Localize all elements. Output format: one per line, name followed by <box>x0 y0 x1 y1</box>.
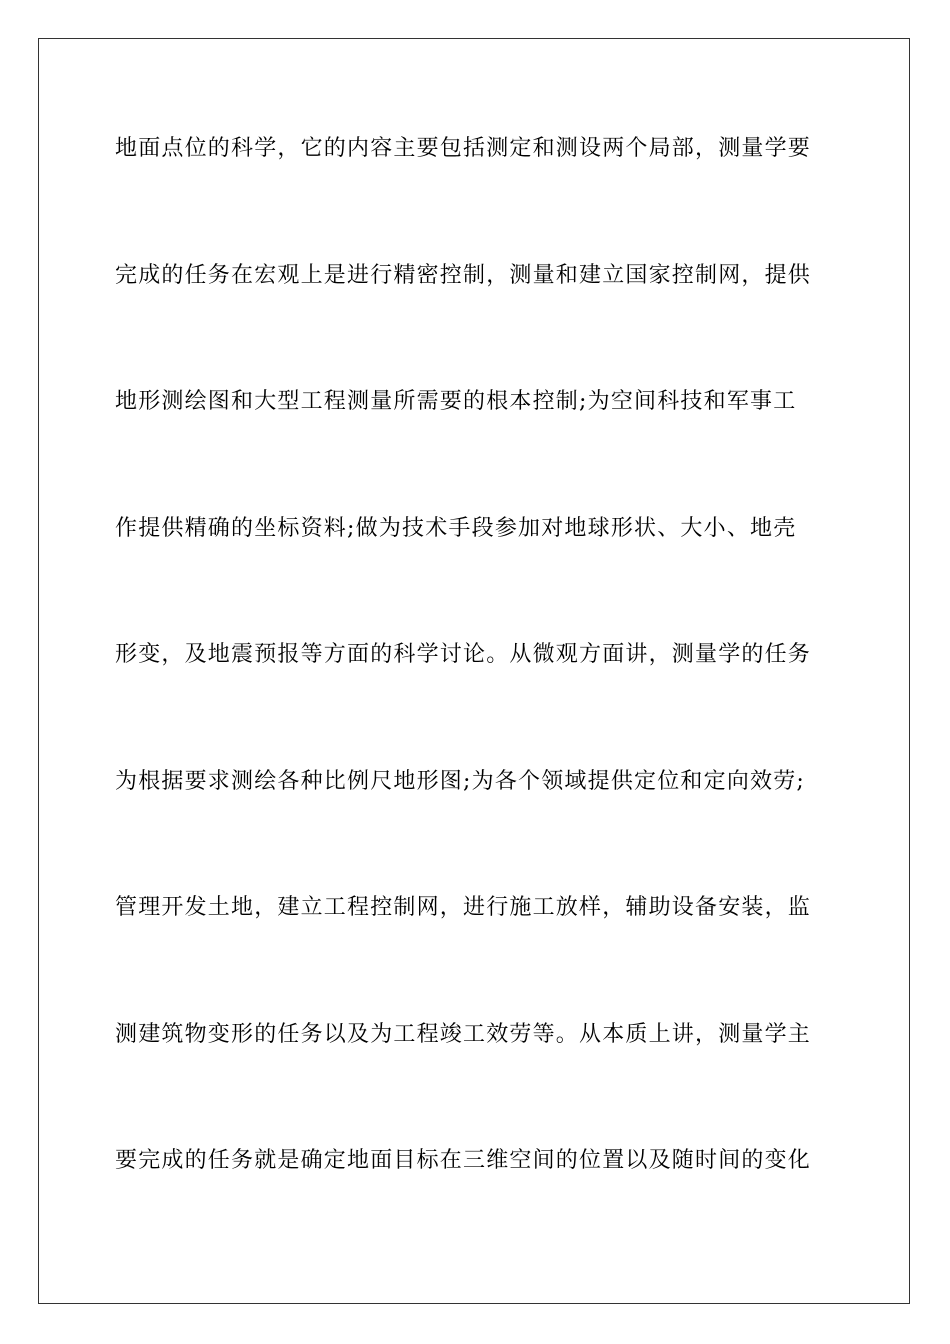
body-text <box>115 128 835 1267</box>
text-line-6: 为根据要求测绘各种比例尺地形图;为各个领域提供定位和定向效劳; <box>115 768 806 794</box>
text-line-2: 完成的任务在宏观上是进行精密控制，测量和建立国家控制网，提供 <box>115 262 812 288</box>
text-line-7: 管理开发土地，建立工程控制网，进行施工放样，辅助设备安装，监 <box>115 895 812 920</box>
text-line-1: 地面点位的科学，它的内容主要包括测定和测设两个局部，测量学要 <box>115 136 812 161</box>
text-line-3: 地形测绘图和大型工程测量所需要的根本控制;为空间科技和军事工 <box>115 389 797 414</box>
text-line-8: 测建筑物变形的任务以及为工程竣工效劳等。从本质上讲，测量学主 <box>115 1021 812 1047</box>
text-line-5: 形变，及地震预报等方面的科学讨论。从微观方面讲，测量学的任务 <box>115 642 812 667</box>
text-line-9: 要完成的任务就是确定地面目标在三维空间的位置以及随时间的变化 <box>115 1148 812 1173</box>
text-line-4: 作提供精确的坐标资料;做为技术手段参加对地球形状、大小、地壳 <box>115 515 797 541</box>
